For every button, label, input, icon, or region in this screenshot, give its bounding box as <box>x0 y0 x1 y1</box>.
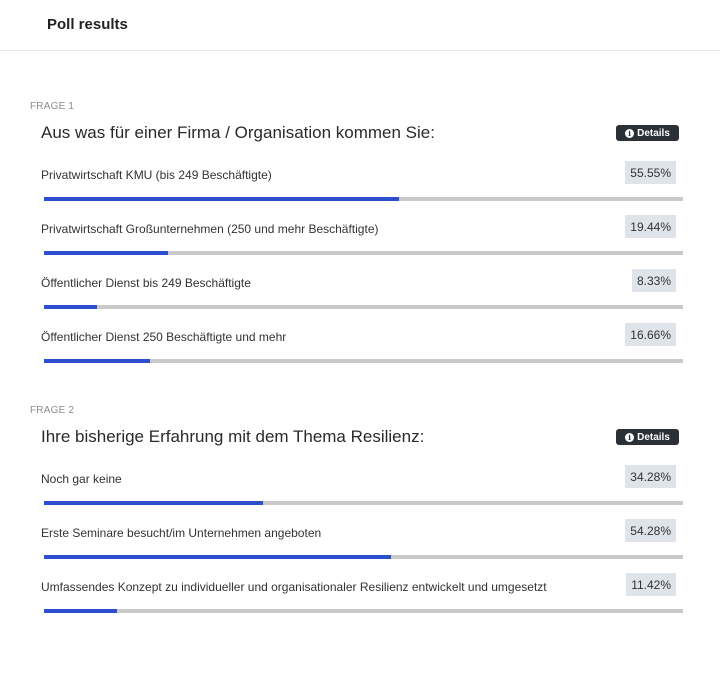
answer-row <box>0 327 720 380</box>
answer-label: Umfassendes Konzept zu individueller und organisationaler Resilienz entwickelt und umgesetzt <box>41 580 547 594</box>
percent-badge: 19.44% <box>625 215 676 238</box>
info-icon: i <box>625 129 634 138</box>
answer-label: Erste Seminare besucht/im Unternehmen angeboten <box>41 526 322 540</box>
answer-row <box>0 469 720 522</box>
details-button-label: Details <box>637 127 670 139</box>
answer-row <box>0 523 720 576</box>
details-button[interactable] <box>616 125 679 141</box>
answer-row <box>0 165 720 218</box>
progress-bar-track <box>44 251 683 255</box>
page-title: Poll results <box>47 16 128 33</box>
answer-label: Privatwirtschaft Großunternehmen (250 und mehr Beschäftigte) <box>41 222 379 236</box>
percent-badge: 8.33% <box>632 269 676 292</box>
info-icon: i <box>625 433 634 442</box>
progress-bar-fill <box>44 197 399 201</box>
progress-bar-track <box>44 359 683 363</box>
answer-label: Privatwirtschaft KMU (bis 249 Beschäftigte) <box>41 168 272 182</box>
percent-badge: 16.66% <box>625 323 676 346</box>
progress-bar-track <box>44 555 683 559</box>
answer-row <box>0 577 720 630</box>
progress-bar-track <box>44 609 683 613</box>
header-bar <box>0 0 720 51</box>
question-number-label: FRAGE 2 <box>30 405 75 416</box>
question-title: Ihre bisherige Erfahrung mit dem Thema Resilienz: <box>41 427 425 446</box>
progress-bar-fill <box>44 609 117 613</box>
question-title: Aus was für einer Firma / Organisation kommen Sie: <box>41 123 435 142</box>
answer-label: Öffentlicher Dienst bis 249 Beschäftigte <box>41 276 251 290</box>
answer-label: Noch gar keine <box>41 472 122 486</box>
details-button-label: Details <box>637 431 670 443</box>
answer-row <box>0 219 720 272</box>
percent-badge: 11.42% <box>626 573 676 596</box>
progress-bar-fill <box>44 251 168 255</box>
answer-row <box>0 273 720 326</box>
question-number-label: FRAGE 1 <box>30 101 75 112</box>
percent-badge: 54.28% <box>625 519 676 542</box>
answer-label: Öffentlicher Dienst 250 Beschäftigte und mehr <box>41 330 287 344</box>
percent-badge: 55.55% <box>625 161 676 184</box>
progress-bar-fill <box>44 501 263 505</box>
progress-bar-fill <box>44 359 150 363</box>
percent-badge: 34.28% <box>625 465 676 488</box>
progress-bar-track <box>44 501 683 505</box>
details-button[interactable] <box>616 429 679 445</box>
progress-bar-track <box>44 197 683 201</box>
progress-bar-fill <box>44 555 391 559</box>
progress-bar-track <box>44 305 683 309</box>
progress-bar-fill <box>44 305 97 309</box>
